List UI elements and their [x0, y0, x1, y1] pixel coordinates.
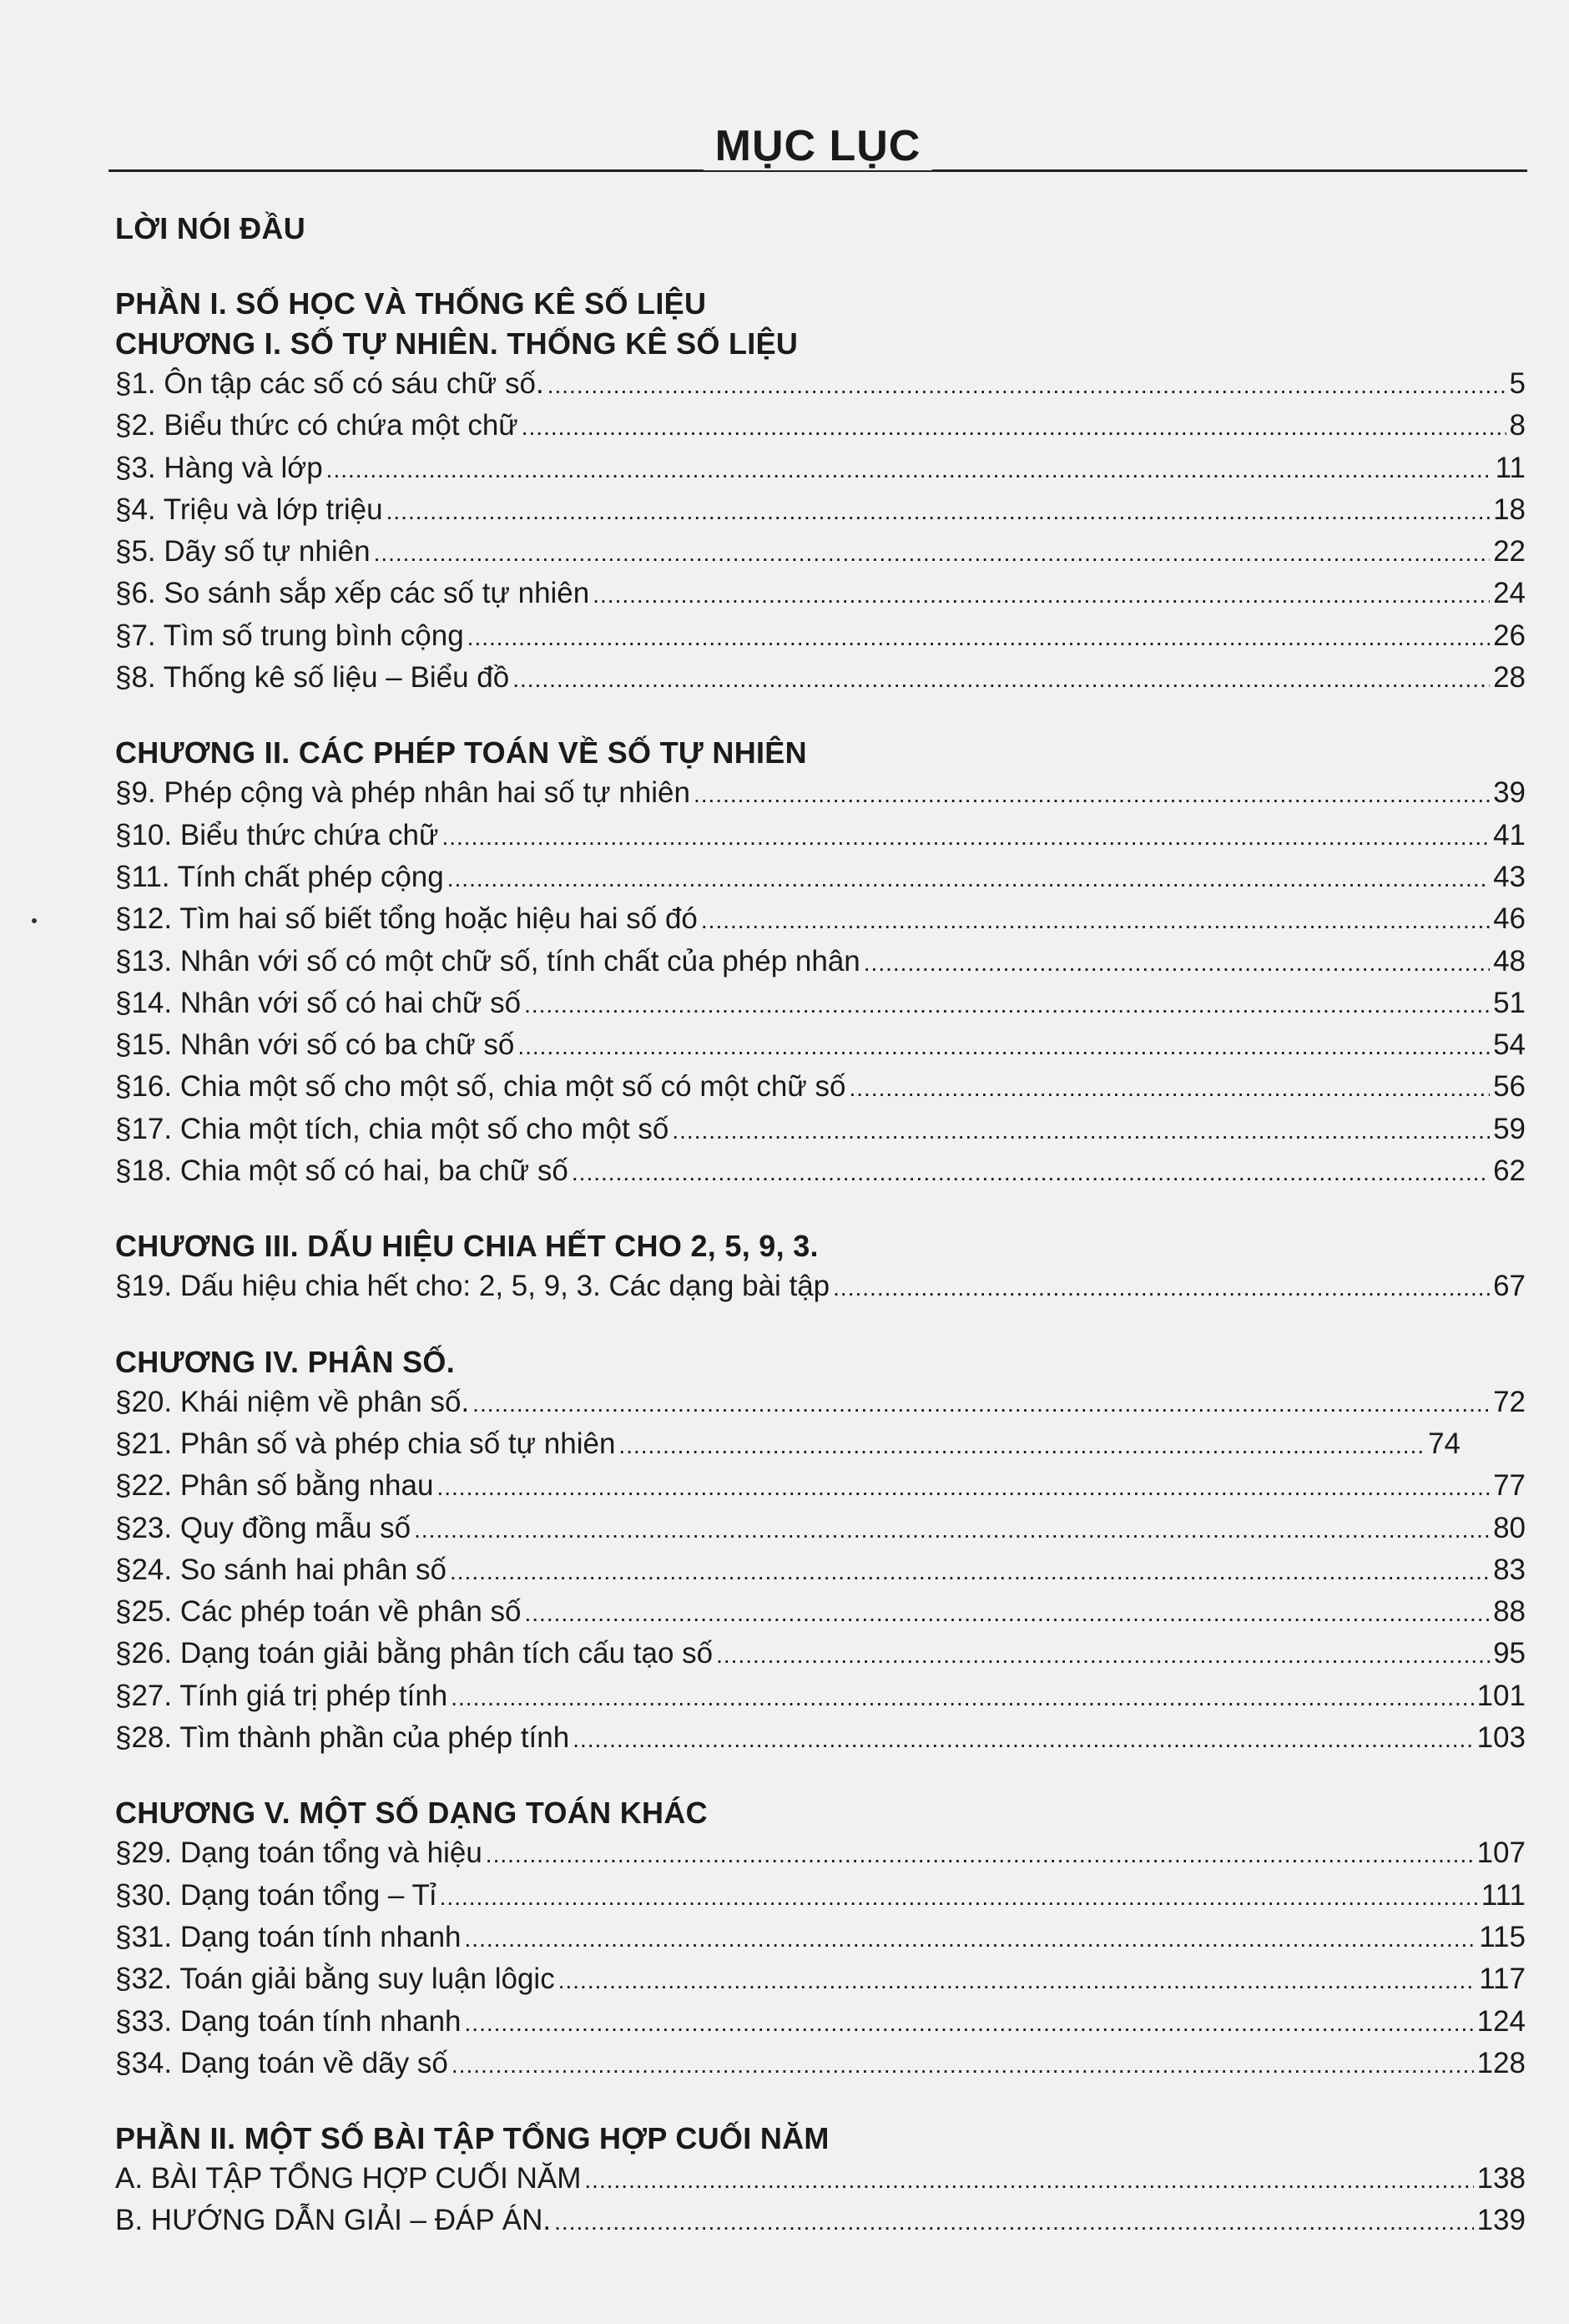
toc-entry-label: §7. Tìm số trung bình cộng [115, 619, 464, 652]
dot-leader [465, 1919, 1476, 1959]
toc-entry [115, 1025, 1526, 1067]
dot-leader [465, 2003, 1474, 2044]
chapter-title: CHƯƠNG II. CÁC PHÉP TOÁN VỀ SỐ TỰ NHIÊN [115, 735, 807, 770]
toc-entry-page: 138 [1476, 2162, 1526, 2195]
toc-entry-page: 88 [1493, 1595, 1526, 1629]
toc-entry-label: §10. Biểu thức chứa chữ [115, 818, 439, 851]
toc-entry [115, 490, 1526, 532]
toc-entry-label: §14. Nhân với số có hai chữ số [115, 986, 522, 1019]
toc-entry [115, 1592, 1526, 1634]
toc-entry [115, 616, 1526, 658]
toc-entry-page: 22 [1493, 535, 1526, 568]
toc-content [115, 209, 1526, 2243]
chapter-title: CHƯƠNG IV. PHÂN SỐ. [115, 1344, 456, 1379]
toc-entry-label: §4. Triệu và lớp triệu [115, 493, 383, 526]
toc-entry-page: 39 [1493, 776, 1526, 810]
dot-leader [386, 492, 1490, 532]
toc-entry-label: §16. Chia một số cho một số, chia một số có một chữ số [115, 1070, 846, 1104]
toc-entry [115, 1917, 1526, 1959]
dot-leader [512, 659, 1490, 700]
toc-entry-label: §32. Toán giải bằng suy luận lôgic [115, 1963, 555, 1996]
toc-entry [115, 1067, 1526, 1109]
toc-entry-page: 128 [1476, 2046, 1526, 2079]
toc-entry-page: 8 [1509, 409, 1526, 442]
dot-leader [694, 775, 1490, 815]
dot-leader [447, 859, 1490, 899]
toc-entry-label: §15. Nhân với số có ba chữ số [115, 1028, 515, 1062]
dot-leader [441, 817, 1490, 857]
toc-entry-label: §22. Phân số bằng nhau [115, 1469, 434, 1503]
chapter-title: CHƯƠNG I. SỐ TỰ NHIÊN. THỐNG KÊ SỐ LIỆU [115, 326, 799, 361]
toc-entry [115, 1109, 1526, 1151]
toc-entry [115, 2200, 1526, 2242]
toc-entry-page: 54 [1493, 1028, 1526, 1062]
toc-entry [115, 983, 1526, 1025]
chapter-section [115, 1793, 1526, 2085]
dot-leader [450, 1552, 1490, 1592]
toc-entry [115, 2002, 1526, 2044]
toc-entry [115, 2044, 1526, 2085]
dot-leader [472, 1384, 1490, 1424]
toc-entry-page: 59 [1493, 1112, 1526, 1145]
part-1-title: PHẦN I. SỐ HỌC VÀ THỐNG KÊ SỐ LIỆU [115, 286, 707, 321]
toc-entry [115, 1508, 1526, 1550]
toc-entry-page: 26 [1493, 619, 1526, 652]
chapter-section [115, 1226, 1526, 1308]
toc-entry-page: 48 [1493, 944, 1526, 978]
dot-leader [436, 1468, 1490, 1508]
dot-leader [672, 1111, 1490, 1151]
toc-entry-page: 115 [1479, 1920, 1526, 1953]
toc-entry-label: §23. Quy đồng mẫu số [115, 1511, 411, 1544]
toc-entry-label: §33. Dạng toán tính nhanh [115, 2004, 462, 2038]
dot-leader [522, 407, 1506, 447]
toc-entry-label: §9. Phép cộng và phép nhân hai số tự nhiên [115, 776, 690, 810]
toc-entry [115, 2159, 1526, 2200]
toc-entry [115, 942, 1526, 983]
toc-entry [115, 448, 1526, 490]
dot-leader [451, 1678, 1473, 1718]
dot-leader [558, 1961, 1476, 2001]
toc-entry-page: 11 [1495, 451, 1526, 484]
part-1 [115, 284, 1526, 2085]
toc-entry-label: §28. Tìm thành phần của phép tính [115, 1721, 570, 1755]
toc-entry-page: 139 [1476, 2204, 1526, 2237]
toc-entry-label: §30. Dạng toán tổng – Tỉ [115, 1878, 436, 1912]
dot-leader [849, 1069, 1490, 1109]
toc-entry [115, 573, 1526, 615]
toc-entry-label: §20. Khái niệm về phân số. [115, 1385, 470, 1418]
toc-entry [115, 1959, 1526, 2001]
toc-entry-page: 83 [1493, 1553, 1526, 1586]
chapter-section [115, 324, 1526, 700]
dot-leader [326, 450, 1492, 490]
toc-entry [115, 1876, 1526, 1917]
toc-entry [115, 406, 1526, 447]
dot-leader [864, 943, 1490, 983]
toc-entry-label: §6. So sánh sắp xếp các số tự nhiên [115, 577, 590, 610]
toc-entry-page: 51 [1493, 986, 1526, 1019]
chapter-title: CHƯƠNG V. MỘT SỐ DẠNG TOÁN KHÁC [115, 1796, 708, 1831]
dot-leader [547, 366, 1506, 406]
toc-entry [115, 1382, 1526, 1424]
toc-entry-page: 18 [1493, 493, 1526, 526]
toc-entry-page: 80 [1493, 1511, 1526, 1544]
toc-entry-label: §2. Biểu thức có chứa một chữ [115, 409, 518, 442]
toc-entry-label: §8. Thống kê số liệu – Biểu đồ [115, 661, 510, 695]
toc-entry [115, 773, 1526, 815]
dot-leader [618, 1426, 1425, 1466]
toc-entry-label: A. BÀI TẬP TỔNG HỢP CUỐI NĂM [115, 2162, 582, 2195]
toc-entry [115, 1833, 1526, 1875]
dot-leader [517, 1027, 1490, 1067]
dot-leader [584, 2160, 1473, 2200]
toc-entry-page: 56 [1493, 1070, 1526, 1104]
toc-entry-label: §12. Tìm hai số biết tổng hoặc hiệu hai số đó [115, 902, 698, 936]
toc-entry-page: 124 [1476, 2004, 1526, 2038]
chapter-list [115, 324, 1526, 2085]
toc-entry [115, 1676, 1526, 1718]
dot-leader [467, 618, 1490, 658]
toc-entry [115, 1466, 1526, 1508]
dot-leader [554, 2202, 1473, 2242]
dot-leader [716, 1635, 1490, 1675]
dot-leader [374, 533, 1491, 573]
toc-entry [115, 1266, 1526, 1308]
dot-leader [572, 1153, 1490, 1193]
toc-entry-page: 28 [1493, 661, 1526, 695]
dot-leader [452, 2045, 1474, 2085]
toc-entry-page: 101 [1476, 1679, 1526, 1712]
toc-entry-label: §5. Dãy số tự nhiên [115, 535, 371, 568]
speck-mark [32, 918, 37, 923]
dot-leader [593, 575, 1490, 615]
toc-entry [115, 899, 1526, 941]
dot-leader [440, 1877, 1478, 1917]
toc-entry-page: 67 [1493, 1270, 1526, 1303]
toc-entry-page: 62 [1493, 1154, 1526, 1188]
toc-entry-page: 41 [1493, 818, 1526, 851]
dot-leader [833, 1268, 1490, 1308]
toc-entry-label: §18. Chia một số có hai, ba chữ số [115, 1154, 568, 1188]
toc-entry-label: §17. Chia một tích, chia một số cho một số [115, 1112, 669, 1145]
toc-entry [115, 1634, 1526, 1675]
dot-leader [573, 1720, 1473, 1760]
toc-entry [115, 532, 1526, 573]
toc-entry [115, 1424, 1526, 1466]
dot-leader [701, 901, 1490, 941]
toc-entry-page: 5 [1509, 367, 1526, 400]
toc-entry-page: 107 [1476, 1836, 1526, 1870]
part-2-title: PHẦN II. MỘT SỐ BÀI TẬP TỔNG HỢP CUỐI NĂM [115, 2121, 830, 2156]
toc-entry-label: §24. So sánh hai phân số [115, 1553, 446, 1586]
title-block [108, 121, 1527, 188]
toc-entry-label: §11. Tính chất phép cộng [115, 860, 444, 893]
toc-entry-label: §29. Dạng toán tổng và hiệu [115, 1836, 482, 1870]
toc-entry-page: 111 [1481, 1878, 1526, 1912]
chapter-title: CHƯƠNG III. DẤU HIỆU CHIA HẾT CHO 2, 5, 9, 3. [115, 1229, 819, 1264]
toc-entry-label: §27. Tính giá trị phép tính [115, 1679, 448, 1712]
toc-entry [115, 1151, 1526, 1193]
toc-entry-label: §31. Dạng toán tính nhanh [115, 1920, 462, 1953]
toc-entry-page: 46 [1493, 902, 1526, 936]
toc-entry-page: 43 [1493, 860, 1526, 893]
dot-leader [524, 1594, 1490, 1634]
chapter-section [115, 733, 1526, 1193]
toc-entry-page: 117 [1479, 1963, 1526, 1996]
chapter-section [115, 1342, 1526, 1761]
toc-entry [115, 816, 1526, 857]
toc-entry-label: §34. Dạng toán về dãy số [115, 2046, 448, 2079]
toc-entry-label: §26. Dạng toán giải bằng phân tích cấu tạo số [115, 1637, 714, 1670]
toc-entry-page: 95 [1493, 1637, 1526, 1670]
toc-entry-page: 72 [1493, 1385, 1526, 1418]
toc-entry-label: §19. Dấu hiệu chia hết cho: 2, 5, 9, 3. Các dạng bài tập [115, 1270, 830, 1303]
toc-entry-label: §1. Ôn tập các số có sáu chữ số. [115, 367, 544, 400]
preface-heading: LỜI NÓI ĐẦU [115, 211, 306, 245]
toc-entry-label: §21. Phân số và phép chia số tự nhiên [115, 1427, 616, 1460]
toc-entry-label: B. HƯỚNG DẪN GIẢI – ĐÁP ÁN. [115, 2204, 552, 2237]
toc-entry-label: §25. Các phép toán về phân số [115, 1595, 522, 1629]
toc-entry [115, 857, 1526, 899]
dot-leader [486, 1835, 1474, 1875]
toc-entry [115, 1550, 1526, 1592]
page-title: MỤC LỤC [704, 122, 933, 170]
toc-entry-label: §13. Nhân với số có một chữ số, tính chất của phép nhân [115, 944, 860, 978]
toc-entry-page: 74 [1428, 1427, 1461, 1460]
toc-entry-page: 24 [1493, 577, 1526, 610]
part-2 [115, 2119, 1526, 2243]
part-2-items [115, 2159, 1526, 2243]
dot-leader [524, 985, 1490, 1025]
toc-entry [115, 1718, 1526, 1760]
toc-entry [115, 364, 1526, 406]
toc-entry [115, 658, 1526, 700]
toc-entry-page: 77 [1493, 1469, 1526, 1503]
toc-entry-label: §3. Hàng và lớp [115, 451, 323, 484]
toc-entry-page: 103 [1476, 1721, 1526, 1755]
dot-leader [414, 1510, 1490, 1550]
